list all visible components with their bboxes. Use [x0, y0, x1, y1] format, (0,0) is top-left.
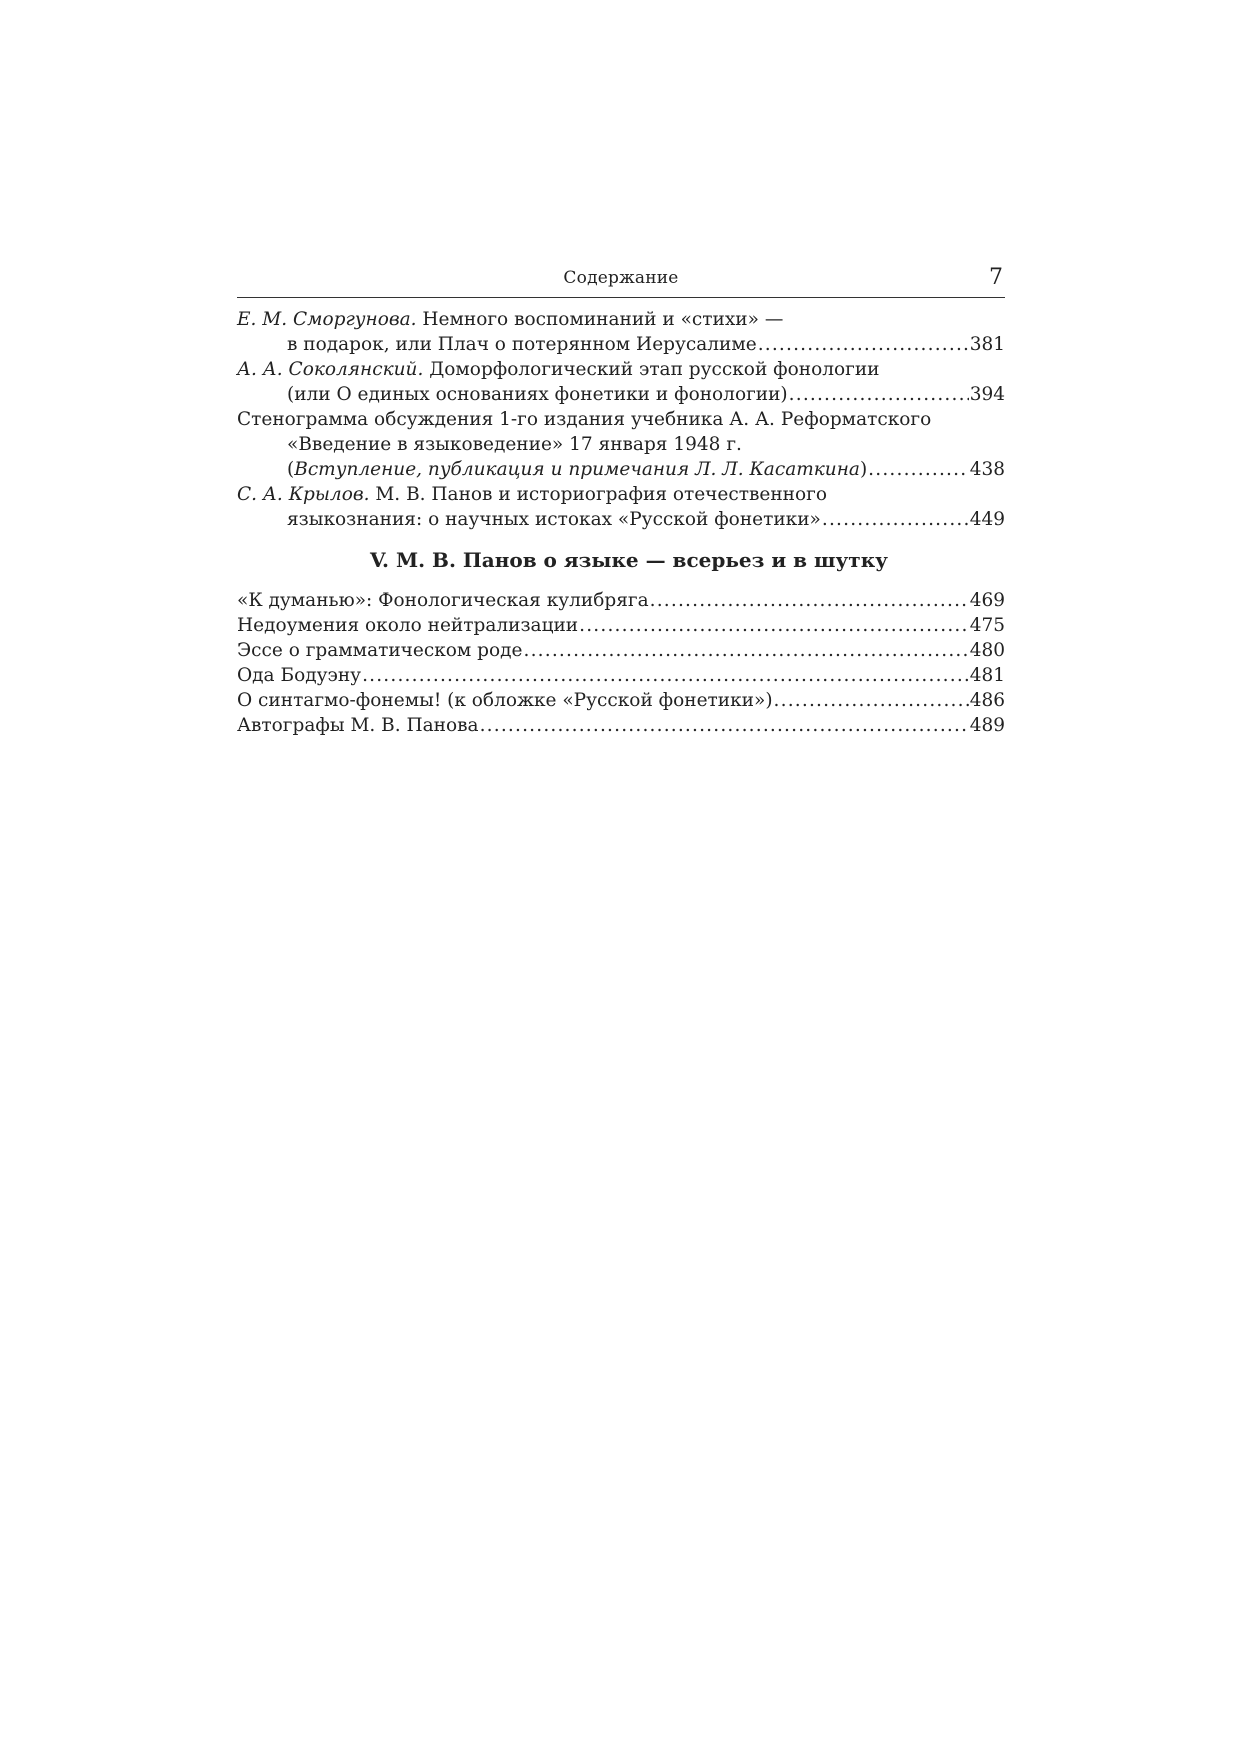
entry-title-continuation: «Введение в языковедение» 17 января 1948 г.: [287, 434, 742, 455]
entry-author: Е. М. Сморгунова.: [237, 309, 417, 330]
toc-entry: [237, 588, 1005, 613]
entry-page: 489: [969, 715, 1005, 736]
entry-title: Недоумения около нейтрализации: [237, 615, 579, 636]
toc-entry-smorgunova: [237, 307, 1005, 357]
entry-title: О синтагмо-фонемы! (к обложке «Русской фонетики»): [237, 690, 773, 711]
entry-page: 469: [969, 590, 1005, 611]
entry-author: А. А. Соколянский.: [237, 359, 424, 380]
toc-part-5: [237, 588, 1005, 738]
running-title: Содержание: [563, 268, 679, 288]
running-header: [237, 265, 1005, 298]
entry-title-continuation: языкознания: о научных истоках «Русской фонетики»: [287, 509, 821, 530]
entry-credit: Вступление, публикация и примечания Л. Л. Касаткина: [294, 459, 860, 480]
entry-page: 486: [969, 690, 1005, 711]
dot-leader: [758, 332, 969, 357]
dot-leader: [524, 638, 969, 663]
dot-leader: [822, 507, 969, 532]
entry-title: Автографы М. В. Панова: [237, 715, 479, 736]
entry-title: Ода Бодуэну: [237, 665, 362, 686]
dot-leader: [650, 588, 969, 613]
entry-page: 394: [969, 384, 1005, 405]
toc-entry: [237, 613, 1005, 638]
entry-page: 438: [969, 459, 1005, 480]
dot-leader: [789, 382, 969, 407]
entry-title: Эссе о грамматическом роде: [237, 640, 523, 661]
entry-page: 449: [969, 509, 1005, 530]
entry-author: С. А. Крылов.: [237, 484, 370, 505]
toc-entry-krylov: [237, 482, 1005, 532]
entry-page: 381: [969, 334, 1005, 355]
page-number: 7: [989, 265, 1003, 290]
toc-entry: [237, 638, 1005, 663]
entry-page: 481: [969, 665, 1005, 686]
toc-page: [237, 265, 1005, 738]
dot-leader: [774, 688, 969, 713]
dot-leader: [362, 663, 969, 688]
entry-title-continuation: в подарок, или Плач о потерянном Иерусалиме: [287, 334, 757, 355]
toc-entry: [237, 713, 1005, 738]
entry-title-continuation: (или О единых основаниях фонетики и фонологии): [287, 384, 788, 405]
dot-leader: [480, 713, 969, 738]
entry-page: 475: [969, 615, 1005, 636]
entry-title: Доморфологический этап русской фонологии: [423, 359, 880, 380]
entry-title: М. В. Панов и историография отечественного: [369, 484, 827, 505]
entry-page: 480: [969, 640, 1005, 661]
dot-leader: [579, 613, 969, 638]
entry-title: Стенограмма обсуждения 1-го издания учебника А. А. Реформатского: [237, 409, 932, 430]
entry-title: «К думанью»: Фонологическая кулибряга: [237, 590, 649, 611]
toc-entry-stenogram: Стенограмма обсуждения 1-го издания учебника А. А. Реформатского «Введение в языковедение» 17 января 1948 г. (Вступление, публикация и примечания Л. Л. Касаткина) ..... 438: [237, 407, 1005, 482]
toc-entry-sokolyansky: [237, 357, 1005, 407]
entry-title: Немного воспоминаний и «стихи» —: [416, 309, 784, 330]
dot-leader: [868, 457, 969, 482]
section-heading: V. М. В. Панов о языке — всерьез и в шутку: [370, 548, 888, 572]
toc-entry: [237, 663, 1005, 688]
toc-entry: [237, 688, 1005, 713]
toc-part-4-continued: [237, 307, 1005, 532]
